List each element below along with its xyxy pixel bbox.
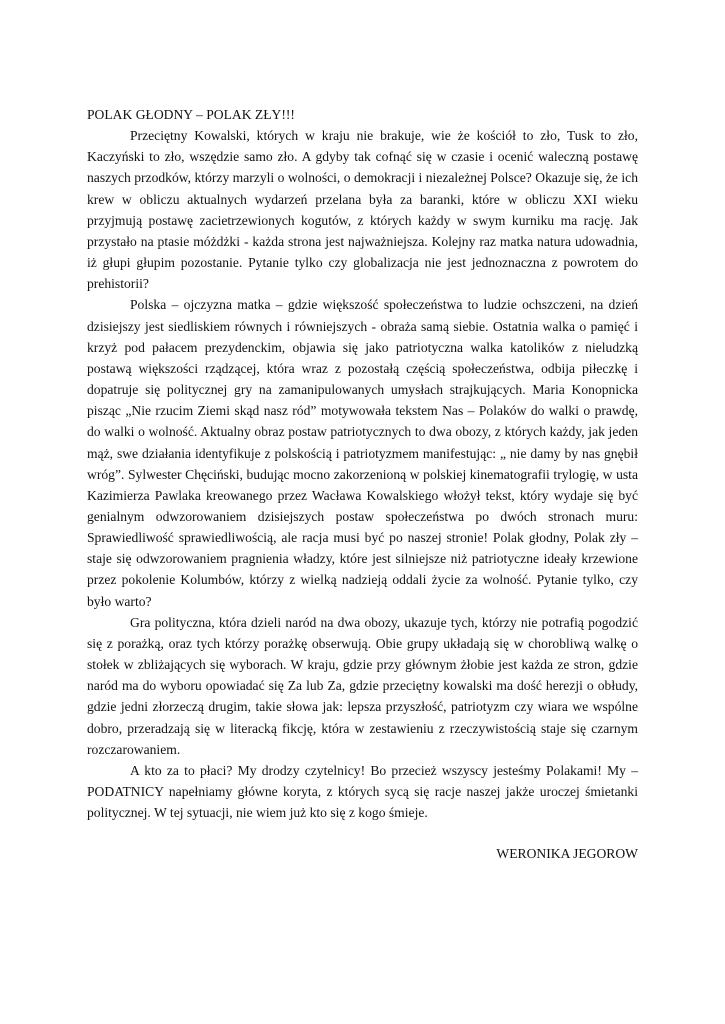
article-body xyxy=(87,104,638,864)
paragraph-2: Polska – ojczyzna matka – gdzie większość społeczeństwa to ludzie ochszczeni, na dzień dzisiejszy jest siedliskiem równych i równiejszych - obraża samą siebie. Ostatnia walka o pamięć i krzyż pod pałacem prezydenckim, objawia się jako patriotyczna walka katolików z nieludzką postawą większości rządzącej, która wraz z pozostałą częścią społeczeństwa, odbija piłeczkę i dopatruje się politycznej gry na zamanipulowanych umysłach strajkujących. Maria Konopnicka pisząc „Nie rzucim Ziemi skąd nasz ród” motywowała tekstem Nas – Polaków do walki o prawdę, do walki o wolność. Aktualny obraz postaw patriotycznych to dwa obozy, z których każdy, jak jeden mąż, swe działania identyfikuje z polskością i patriotyzmem manifestując: „ nie damy by nas gnębił wróg”. Sylwester Chęciński, budując mocno zakorzenioną w polskiej kinematografii trylogię, w usta Kazimierza Pawlaka kreowanego przez Wacława Kowalskiego włożył tekst, który wydaje się być genialnym odwzorowaniem dzisiejszych postaw społeczeństwa po dwóch stronach muru: Sprawiedliwość sprawiedliwością, ale racja musi być po naszej stronie! Polak głodny, Polak zły – staje się odwzorowaniem pragnienia władzy, które jest silniejsze niż patriotyczne ideały krzewione przez pokolenie Kolumbów, którzy z wielką nadzieją oddali życie za wolność. Pytanie tylko, czy było warto? xyxy=(87,297,638,609)
paragraph-4: A kto za to płaci? My drodzy czytelnicy! Bo przecież wszyscy jesteśmy Polakami! My – PODATNICY napełniamy główne koryta, z których sycą się racje naszej jakże uroczej śmietanki politycznej. W tej sytuacji, nie wiem już kto się z kogo śmieje. xyxy=(87,762,638,821)
article-title: POLAK GŁODNY – POLAK ZŁY!!! xyxy=(87,107,295,122)
author-signature: WERONIKA JEGOROW xyxy=(496,846,638,862)
paragraph-1: Przeciętny Kowalski, których w kraju nie brakuje, wie że kościół to zło, Tusk to zło, Kaczyński to zło, wszędzie samo zło. A gdyby tak cofnąć się w czasie i ocenić waleczną postawę naszych przodków, którzy marzyli o wolności, o demokracji i niezależnej Polsce? Okazuje się, że ich krew w obliczu aktualnych wydarzeń przelana była za baranki, które w obliczu XXI wieku przyjmują postawę zacietrzewionych kogutów, z których każdy w swym kurniku ma rację. Jak przystało na ptasie móżdżki - każda strona jest najważniejsza. Kolejny raz matka natura udowadnia, iż głupi głupim pozostanie. Pytanie tylko czy globalizacja nie jest jednoznaczna z powrotem do prehistorii? xyxy=(87,128,638,292)
paragraph-3: Gra polityczna, która dzieli naród na dwa obozy, ukazuje tych, którzy nie potrafią pogodzić się z porażką, oraz tych którzy porażkę obserwują. Obie grupy układają się w chorobliwą walkę o stołek w zbliżających się wyborach. W kraju, gdzie przy głównym żłobie jest każda ze stron, gdzie naród ma do wyboru opowiadać się Za lub Za, gdzie przeciętny kowalski ma dość herezji o obłudy, gdzie jedni złorzeczą drugim, takie słowa jak: lepsza przyszłość, patriotyzm czy wiara we wspólne dobro, przeradzają się w literacką fikcję, która w zestawieniu z rzeczywistością staje się czarnym rozczarowaniem. xyxy=(87,614,638,757)
